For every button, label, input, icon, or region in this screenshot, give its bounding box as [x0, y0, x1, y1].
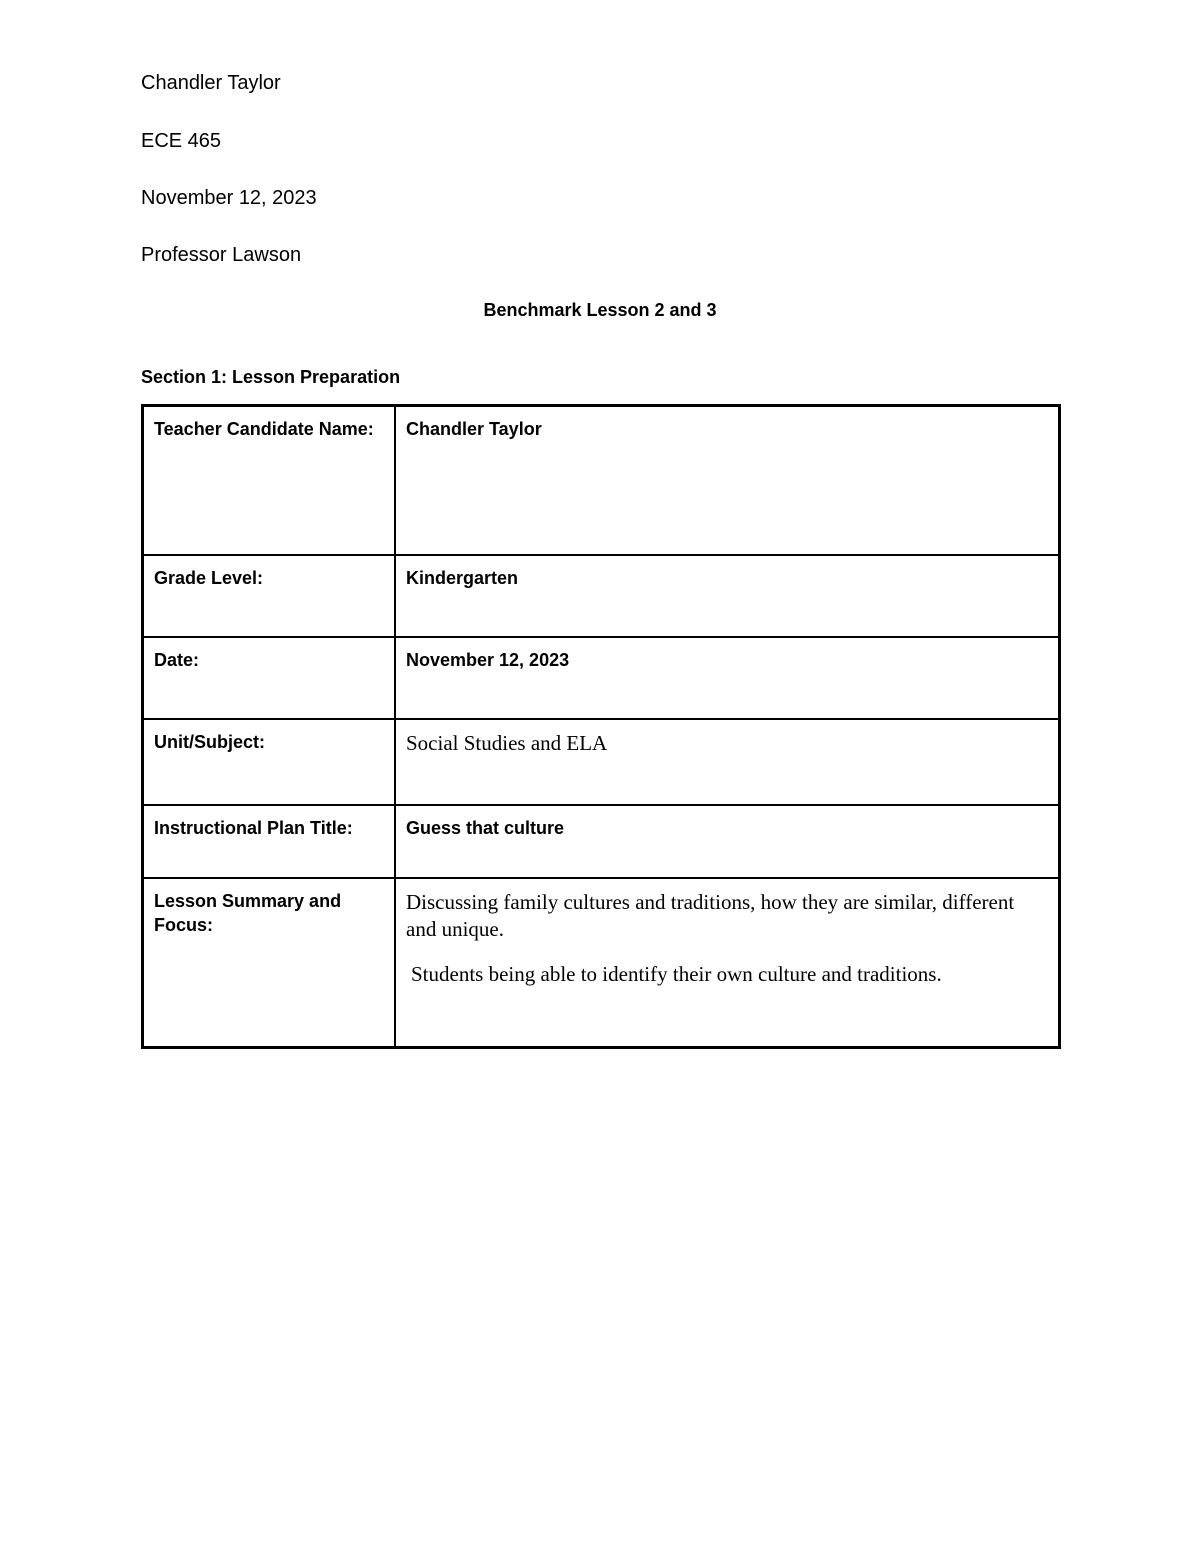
row-label: Unit/Subject: — [143, 719, 396, 805]
table-row — [143, 719, 1060, 805]
lesson-preparation-table — [141, 404, 1061, 1049]
row-value: Social Studies and ELA — [395, 719, 1060, 805]
row-value: Kindergarten — [395, 555, 1060, 637]
header-professor: Professor Lawson — [141, 244, 302, 266]
row-value: November 12, 2023 — [395, 637, 1060, 719]
table-row — [143, 878, 1060, 1048]
header-date: November 12, 2023 — [141, 187, 317, 209]
header-author: Chandler Taylor — [141, 72, 281, 94]
row-value — [395, 878, 1060, 1048]
document-title: Benchmark Lesson 2 and 3 — [483, 300, 717, 320]
row-label: Date: — [143, 637, 396, 719]
row-label: Instructional Plan Title: — [143, 805, 396, 878]
table-row — [143, 555, 1060, 637]
header-course: ECE 465 — [141, 130, 222, 152]
section-heading: Section 1: Lesson Preparation — [141, 367, 401, 387]
row-value: Chandler Taylor — [395, 406, 1060, 555]
row-value: Guess that culture — [395, 805, 1060, 878]
row-label: Lesson Summary and Focus: — [143, 878, 396, 1048]
table-row — [143, 637, 1060, 719]
summary-paragraph: Discussing family cultures and traditions, how they are similar, different and unique. — [406, 889, 1015, 941]
row-label: Grade Level: — [143, 555, 396, 637]
table-row — [143, 805, 1060, 878]
focus-paragraph: Students being able to identify their own culture and traditions. — [411, 961, 942, 986]
row-label: Teacher Candidate Name: — [143, 406, 396, 555]
table-row — [143, 406, 1060, 555]
